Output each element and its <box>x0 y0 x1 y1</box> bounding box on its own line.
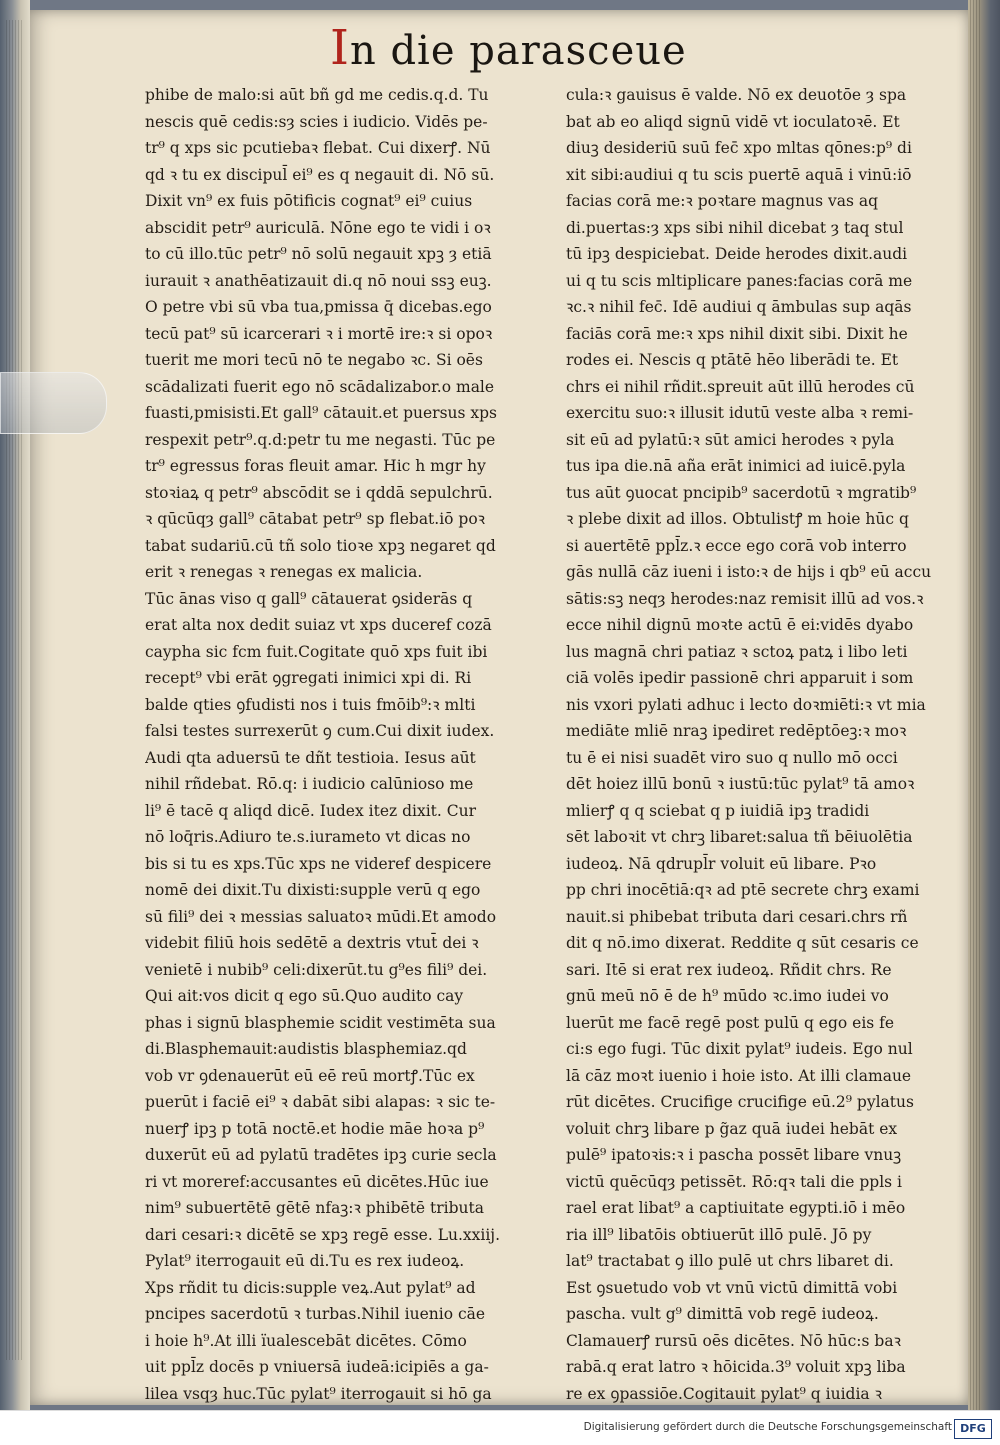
text-line: Xps rñdit tu dicis:supple veꝝ.Aut pylat⁹ ad <box>145 1278 476 1297</box>
text-line: nuerꝭ ipꝫ p totā noctē.et hodie māe hoꝛa p⁹ <box>145 1119 485 1138</box>
text-line: pascha. vult g⁹ dimittā vob regē iudeoꝝ. <box>566 1305 879 1323</box>
dfg-logo: DFG <box>954 1419 992 1439</box>
text-line: tr⁹ egressus foras fleuit amar. Hic h mgr hy <box>145 457 486 475</box>
text-line: re ex ꝯpassiōe.Cogitauit pylat⁹ q iuidia ꝛ <box>566 1384 882 1403</box>
text-line: sātis:sꝫ neqȝ herodes:naz remisit illū ad vos.ꝛ <box>566 589 924 608</box>
text-line: i hoie h⁹.At illi ïualescebāt dicētes. Cōmo <box>145 1331 467 1350</box>
text-line: xit sibi:audiui q tu scis puertē aquā i vinū:iō <box>566 165 912 184</box>
text-line: ciā volēs ipedir passionē chri apparuit i som <box>566 669 914 687</box>
text-line: balde qties ꝯfudisti nos i tuis fmōib⁹:ꝛ mlti <box>145 695 476 714</box>
text-line: nim⁹ subuertētē gētē nfaꝫ:ꝛ phibētē tributa <box>145 1199 484 1217</box>
text-line: nauit.si phibebat tributa dari cesari.chrs rñ <box>566 907 908 926</box>
text-line: di.Blasphemauit:audistis blasphemiaz.qd <box>145 1040 467 1058</box>
text-line: Dixit vn⁹ ex fuis pōtificis cognat⁹ ei⁹ cuius <box>145 192 473 210</box>
text-line: tecū pat⁹ sū icarcerari ꝛ i mortē ire:ꝛ si opoꝛ <box>145 324 493 343</box>
text-line: Pylat⁹ iterrogauit eū di.Tu es rex iudeoꝝ. <box>145 1252 465 1270</box>
text-line: pncipes sacerdotū ꝛ turbas.Nihil iuenio cāe <box>145 1305 486 1323</box>
text-line: sēt laboꝛit vt chrꝫ libaret:salua tñ bēiuolētia <box>566 828 913 846</box>
running-title-text: n die parasceue <box>349 28 687 74</box>
text-line: di.puertas:ȝ xps sibi nihil dicebat ȝ taq stul <box>566 218 904 237</box>
text-line: Tūc ānas viso q gall⁹ cātauerat ꝯsiderās q <box>145 589 473 608</box>
text-line: dēt hoiez illū bonū ꝛ iustū:tūc pylat⁹ tā amoꝛ <box>566 775 915 793</box>
footer-credit: Digitalisierung gefördert durch die Deutsche Forschungsgemeinschaft <box>583 1421 952 1433</box>
page-clamp <box>0 372 107 434</box>
text-line: ria ill⁹ libatōis obtiuerūt illō pulē. Jō py <box>566 1225 872 1244</box>
text-line: vob vr ꝯdenauerūt eū eē reū mortꝭ.Tūc ex <box>145 1066 475 1085</box>
text-line: ri vt moreref:accusantes eū dicētes.Hūc iue <box>145 1172 489 1191</box>
right-text-column <box>566 82 948 1410</box>
text-line: rabā.q erat latro ꝛ hōicida.3⁹ voluit xpꝫ liba <box>566 1358 906 1376</box>
text-line: tus ipa die.nā aña erāt inimici ad iuicē.pyla <box>566 457 906 475</box>
text-line: rodes ei. Nescis q ptātē hēo liberādi te. Et <box>566 351 899 369</box>
text-line: duxerūt eū ad pylatū tradētes ipꝫ curie secla <box>145 1146 497 1164</box>
text-line: facias corā me:ꝛ poꝛtare magnus vas aq <box>566 192 879 210</box>
text-line: bat ab eo aliqd signū vidē vt ioculatoꝛē. Et <box>566 112 900 131</box>
text-line: tabat sudariū.cū tñ solo tioꝛe xpꝫ negaret qd <box>145 536 496 555</box>
text-line: fuasti,pmisisti.Et gall⁹ cātauit.et puersus xps <box>145 404 498 422</box>
text-line: lā cāz moꝛt iuenio i hoie isto. At illi clamaue <box>566 1066 912 1085</box>
text-line: qd ꝛ tu ex discipul̄ ei⁹ es q negauit di. Nō sū. <box>145 165 495 184</box>
text-line: rūt dicētes. Crucifige crucifige eū.2⁹ pylatus <box>566 1093 914 1111</box>
text-line: venietē i nubib⁹ celi:dixerūt.tu g⁹es fili⁹ dei. <box>145 960 488 979</box>
footer-bar <box>0 1410 1000 1445</box>
text-line: tus aūt ꝯuocat pncipib⁹ sacerdotū ꝛ mgratib⁹ <box>566 483 917 502</box>
text-line: pulē⁹ ipatoꝛis:ꝛ i pascha possēt libare vnuꝫ <box>566 1146 902 1164</box>
text-line: scādalizati fuerit ego nō scādalizabor.o male <box>145 377 495 396</box>
running-title <box>330 20 687 76</box>
text-line: nihil rñdebat. Rō.q: i iudicio calūnioso me <box>145 775 474 793</box>
text-line: recept⁹ vbi erāt ꝯgregati inimici xpi di. Ri <box>145 669 472 687</box>
text-line: stoꝛiaꝝ q petr⁹ abscōdit se i qddā sepulchrū. <box>145 483 493 502</box>
text-line: Audi qta aduersū te dñt testioia. Iesus aūt <box>145 748 476 767</box>
left-page-stack <box>0 0 30 1410</box>
text-line: ꝛ plebe dixit ad illos. Obtulistꝭ m hoie hūc q <box>566 510 909 528</box>
running-title-initial: I <box>330 20 350 76</box>
text-line: pp chri inocētiā:qꝛ ad ptē secrete chrꝫ exami <box>566 881 920 899</box>
text-line: mlierꝭ q q sciebat q p iuidiā ipꝫ tradidi <box>566 801 870 820</box>
text-line: lus magnā chri patiaz ꝛ sctoꝝ patꝝ i libo leti <box>566 642 908 661</box>
text-line: tuerit me mori tecū nō te negabo ꝛc. Si oēs <box>145 351 483 369</box>
text-line: Qui ait:vos dicit q ego sū.Quo audito cay <box>145 987 464 1005</box>
text-line: gās nullā cāz iueni i isto:ꝛ de hijs i qb⁹ eū accu <box>566 563 932 581</box>
text-line: voluit chrꝫ libare p g̃az quā iudei hebāt ex <box>566 1119 898 1138</box>
text-line: nis vxori pylati adhuc i lecto doꝛmiēti:ꝛ vt mia <box>566 695 926 714</box>
right-page-edge <box>968 0 1000 1410</box>
text-line: respexit petr⁹.q.d:petr tu me negasti. Tūc pe <box>145 430 496 449</box>
text-line: nō loq̄ris.Adiuro te.s.iurameto vt dicas no <box>145 828 471 846</box>
text-line: diuꝫ desideriū suū fec̄ xpo mltas qōnes:p⁹ di <box>566 139 912 157</box>
text-line: ꝛc.ꝛ nihil fec̄. Idē audiui q āmbulas sup aqās <box>566 298 912 316</box>
text-line: videbit filiū hois sedētē a dextris vtut̄ dei ꝛ <box>145 934 479 952</box>
left-text-column <box>145 82 550 1410</box>
text-line: puerūt i faciē ei⁹ ꝛ dabāt sibi alapas: ꝛ sic te- <box>145 1093 496 1111</box>
text-line: Clamauerꝭ rursū oēs dicētes. Nō hūc:s baꝛ <box>566 1331 901 1350</box>
text-line: lat⁹ tractabat ꝯ illo pulē ut chrs libaret di. <box>566 1252 894 1270</box>
text-line: phibe de malo:si aūt bñ gd me cedis.q.d. Tu <box>145 86 489 104</box>
text-line: rael erat libat⁹ a captiuitate egypti.iō i mēo <box>566 1199 906 1217</box>
text-line: sū fili⁹ dei ꝛ messias saluatoꝛ mūdi.Et amodo <box>145 907 497 926</box>
text-line: dit q nō.imo dixerat. Reddite q sūt cesaris ce <box>566 934 919 952</box>
text-line: faciās corā me:ꝛ xps nihil dixit sibi. Dixit he <box>566 324 908 343</box>
text-line: falsi testes surrexerūt ꝯ cum.Cui dixit iudex. <box>145 722 495 740</box>
text-line: tr⁹ q xps sic pcutiebaꝛ flebat. Cui dixerꝭ. Nū <box>145 139 491 157</box>
text-line: chrs ei nihil rñdit.spreuit aūt illū herodes cū <box>566 377 915 396</box>
text-line: si auertētē ppl̄z.ꝛ ecce ego corā vob interro <box>566 536 907 555</box>
text-line: victū quēcūqȝ petissēt. Rō:qꝛ tali die ppls i <box>566 1172 903 1191</box>
text-line: nomē dei dixit.Tu dixisti:supple verū q ego <box>145 881 481 899</box>
text-line: tū ipꝫ despiciebat. Deide herodes dixit.audi <box>566 245 908 263</box>
text-line: ci:s ego fugi. Tūc dixit pylat⁹ iudeis. Ego nul <box>566 1040 913 1058</box>
text-line: sit eū ad pylatū:ꝛ sūt amici herodes ꝛ pyla <box>566 430 895 449</box>
text-line: cula:ꝛ gauisus ē valde. Nō ex deuotōe ȝ spa <box>566 86 907 104</box>
text-line: gnū meū nō ē de h⁹ mūdo ꝛc.imo iudei vo <box>566 987 889 1005</box>
text-line: erit ꝛ renegas ꝛ renegas ex malicia. <box>145 563 423 581</box>
text-line: iurauit ꝛ anathēatizauit di.q nō noui ssꝫ euꝫ. <box>145 271 492 290</box>
text-line: uit ppl̄z docēs p vniuersā iudeā:icipiēs a ga- <box>145 1358 489 1376</box>
text-line: li⁹ ē tacē q aliqd dicē. Iudex itez dixit. Cur <box>145 801 477 820</box>
text-line: O petre vbi sū vba tua,pmissa q̄ dicebas.ego <box>145 298 492 316</box>
text-line: caypha sic fcm fuit.Cogitate quō xps fuit ibi <box>145 642 488 661</box>
text-line: to cū illo.tūc petr⁹ nō solū negauit xpꝫ ȝ etiā <box>145 245 492 263</box>
text-line: iudeoꝝ. Nā qdrupl̄r voluit eū libare. Pꝛo <box>566 854 877 873</box>
text-line: ecce nihil dignū moꝛte actū ē ei:vidēs dyabo <box>566 616 914 634</box>
text-line: sari. Itē si erat rex iudeoꝝ. Rñdit chrs. Re <box>566 960 892 979</box>
text-line: erat alta nox dedit suiaz vt xps duceref cozā <box>145 616 492 634</box>
text-line: dari cesari:ꝛ dicētē se xpꝫ regē esse. Lu.xxiij. <box>145 1225 501 1244</box>
text-line: lilea vsqȝ huc.Tūc pylat⁹ iterrogauit si hō ga <box>145 1384 492 1403</box>
text-line: luerūt me facē regē post pulū q ego eis fe <box>566 1013 895 1032</box>
text-line: exercitu suo:ꝛ illusit idutū veste alba ꝛ remi- <box>566 404 914 422</box>
text-line: mediāte mliē nraꝫ ipediret redēptōeꝫ:ꝛ moꝛ <box>566 722 907 740</box>
text-line: tu ē ei nisi suadēt viro suo q nullo mō occi <box>566 748 898 767</box>
text-line: ui q tu scis mltiplicare panes:facias corā me <box>566 271 913 290</box>
text-line: abscidit petr⁹ auriculā. Nōne ego te vidi i oꝛ <box>145 218 491 237</box>
text-line: nescis quē cedis:sȝ scies i iudicio. Vidēs pe- <box>145 112 488 131</box>
text-line: phas i signū blasphemie scidit vestimēta sua <box>145 1013 496 1032</box>
text-line: ꝛ qūcūqȝ gall⁹ cātabat petr⁹ sp flebat.iō poꝛ <box>145 510 486 528</box>
text-line: bis si tu es xps.Tūc xps ne videref despicere <box>145 854 492 873</box>
text-line: Est ꝯsuetudo vob vt vnū victū dimittā vobi <box>566 1278 898 1297</box>
